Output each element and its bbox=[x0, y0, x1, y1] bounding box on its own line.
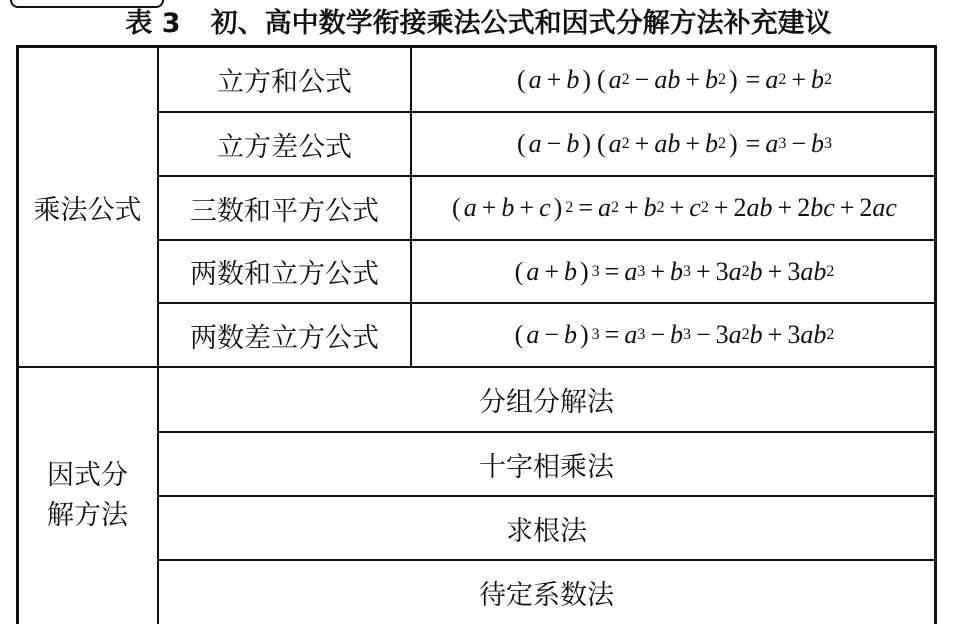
math-number: 3 bbox=[787, 320, 801, 349]
formula-expression: ( a + b ) 3 = a 3 + b 3 + 3 a 2 b + 3 ab 2 bbox=[514, 256, 835, 286]
math-operator: = bbox=[578, 193, 593, 222]
table-border-right bbox=[934, 45, 937, 624]
formula-name: 两数和立方公式 bbox=[190, 259, 379, 290]
math-operator: + bbox=[544, 256, 559, 286]
math-variable: b bbox=[501, 193, 515, 222]
math-operator: + bbox=[685, 64, 700, 94]
math-operator: + bbox=[481, 193, 497, 222]
math-operator: + bbox=[650, 256, 665, 286]
math-operator: + bbox=[519, 193, 535, 222]
math-operator: − bbox=[650, 320, 665, 349]
formula-expression: ( a − b ) ( a 2 + ab + b 2 ) = a 3 − b 3 bbox=[516, 129, 833, 158]
math-operator: + bbox=[685, 129, 700, 158]
math-paren: ( bbox=[596, 64, 606, 94]
math-variable: a bbox=[528, 64, 542, 94]
formula-expression: ( a − b ) 3 = a 3 − b 3 − 3 a 2 b + 3 ab 2 bbox=[514, 320, 835, 349]
math-paren: ) bbox=[553, 193, 563, 222]
math-variable: b bbox=[749, 256, 763, 286]
math-variable: a bbox=[526, 256, 540, 286]
math-operator: + bbox=[791, 64, 807, 94]
math-variable: a bbox=[765, 64, 779, 94]
math-variable: ab bbox=[654, 129, 681, 158]
formula-name: 两数差立方公式 bbox=[190, 322, 379, 354]
math-paren: ( bbox=[514, 256, 524, 286]
caption-title: 初、高中数学衔接乘法公式和因式分解方法补充建议 bbox=[210, 8, 832, 39]
factorization-method: 十字相乘法 bbox=[479, 451, 614, 483]
math-paren: ( bbox=[514, 320, 524, 349]
math-variable: bc bbox=[810, 193, 835, 222]
math-operator: + bbox=[777, 193, 793, 222]
math-variable: b bbox=[811, 64, 825, 94]
math-variable: ab bbox=[654, 64, 681, 94]
math-variable: a bbox=[597, 193, 611, 222]
math-operator: + bbox=[713, 193, 729, 222]
math-number: 3 bbox=[715, 256, 729, 286]
math-paren: ) bbox=[729, 129, 738, 158]
formula-name: 立方差公式 bbox=[217, 131, 352, 163]
math-operator: + bbox=[623, 193, 639, 222]
math-operator: + bbox=[634, 129, 650, 158]
math-operator: = bbox=[745, 129, 761, 158]
math-variable: b bbox=[566, 64, 580, 94]
group-label-line: 因式分 bbox=[47, 460, 128, 491]
math-variable: a bbox=[608, 129, 622, 158]
math-variable: b bbox=[749, 320, 763, 349]
math-operator: + bbox=[767, 256, 783, 286]
math-paren: ) bbox=[582, 129, 591, 158]
math-variable: b bbox=[563, 256, 577, 286]
factorization-method: 待定系数法 bbox=[479, 580, 614, 611]
math-number: 2 bbox=[859, 193, 873, 222]
math-number: 3 bbox=[715, 320, 729, 349]
math-paren: ) bbox=[579, 320, 589, 349]
math-variable: b bbox=[566, 129, 580, 158]
math-variable: b bbox=[563, 320, 577, 349]
formula-expression: ( a + b + c ) 2 = a 2 + b 2 + c 2 + 2 ab + 2 bc + 2 ac bbox=[452, 193, 897, 222]
math-variable: a bbox=[765, 129, 779, 158]
math-variable: a bbox=[463, 193, 477, 222]
group-label-factorization bbox=[18, 368, 157, 624]
math-variable: a bbox=[624, 320, 638, 349]
formula-name: 三数和平方公式 bbox=[190, 195, 379, 227]
math-variable: b bbox=[705, 64, 718, 94]
math-paren: ) bbox=[729, 64, 738, 94]
factorization-method: 分组分解法 bbox=[479, 387, 614, 418]
math-variable: ab bbox=[800, 256, 827, 286]
formula-expression: ( a + b ) ( a 2 − ab + b 2 ) = a 2 + b 2 bbox=[516, 64, 833, 94]
group-label-line: 解方法 bbox=[47, 500, 128, 531]
math-operator: + bbox=[546, 64, 562, 94]
math-variable: b bbox=[811, 129, 825, 158]
math-variable: ab bbox=[746, 193, 773, 222]
math-variable: a bbox=[528, 129, 542, 158]
math-variable: ac bbox=[872, 193, 897, 222]
math-variable: a bbox=[728, 320, 742, 349]
math-paren: ( bbox=[596, 129, 606, 158]
formula-name: 立方和公式 bbox=[217, 67, 352, 98]
group-label-multiplication: 乘法公式 bbox=[33, 194, 142, 226]
math-operator: − bbox=[696, 320, 711, 349]
math-operator: + bbox=[669, 193, 685, 222]
math-operator: − bbox=[634, 64, 650, 94]
math-variable: b bbox=[643, 193, 657, 222]
math-variable: b bbox=[670, 320, 683, 349]
math-operator: + bbox=[696, 256, 711, 286]
math-operator: + bbox=[839, 193, 855, 222]
math-number: 2 bbox=[797, 193, 811, 222]
math-variable: ab bbox=[800, 320, 827, 349]
math-paren: ( bbox=[516, 64, 526, 94]
math-variable: a bbox=[624, 256, 638, 286]
math-variable: a bbox=[728, 256, 742, 286]
math-variable: c bbox=[689, 193, 701, 222]
math-operator: − bbox=[544, 320, 559, 349]
math-paren: ( bbox=[452, 193, 461, 222]
math-variable: b bbox=[670, 256, 683, 286]
math-operator: − bbox=[546, 129, 562, 158]
math-operator: = bbox=[604, 320, 620, 349]
math-operator: = bbox=[604, 256, 620, 286]
math-variable: b bbox=[705, 129, 718, 158]
factorization-method: 求根法 bbox=[506, 515, 587, 547]
math-number: 2 bbox=[733, 193, 747, 222]
math-variable: c bbox=[539, 193, 551, 222]
math-paren: ( bbox=[516, 129, 526, 158]
math-paren: ) bbox=[579, 256, 589, 286]
math-operator: = bbox=[745, 64, 761, 94]
caption-number: 表 3 bbox=[125, 8, 181, 39]
math-number: 3 bbox=[787, 256, 801, 286]
math-operator: − bbox=[791, 129, 807, 158]
math-variable: a bbox=[608, 64, 622, 94]
math-variable: a bbox=[526, 320, 540, 349]
math-operator: + bbox=[767, 320, 783, 349]
math-paren: ) bbox=[582, 64, 591, 94]
